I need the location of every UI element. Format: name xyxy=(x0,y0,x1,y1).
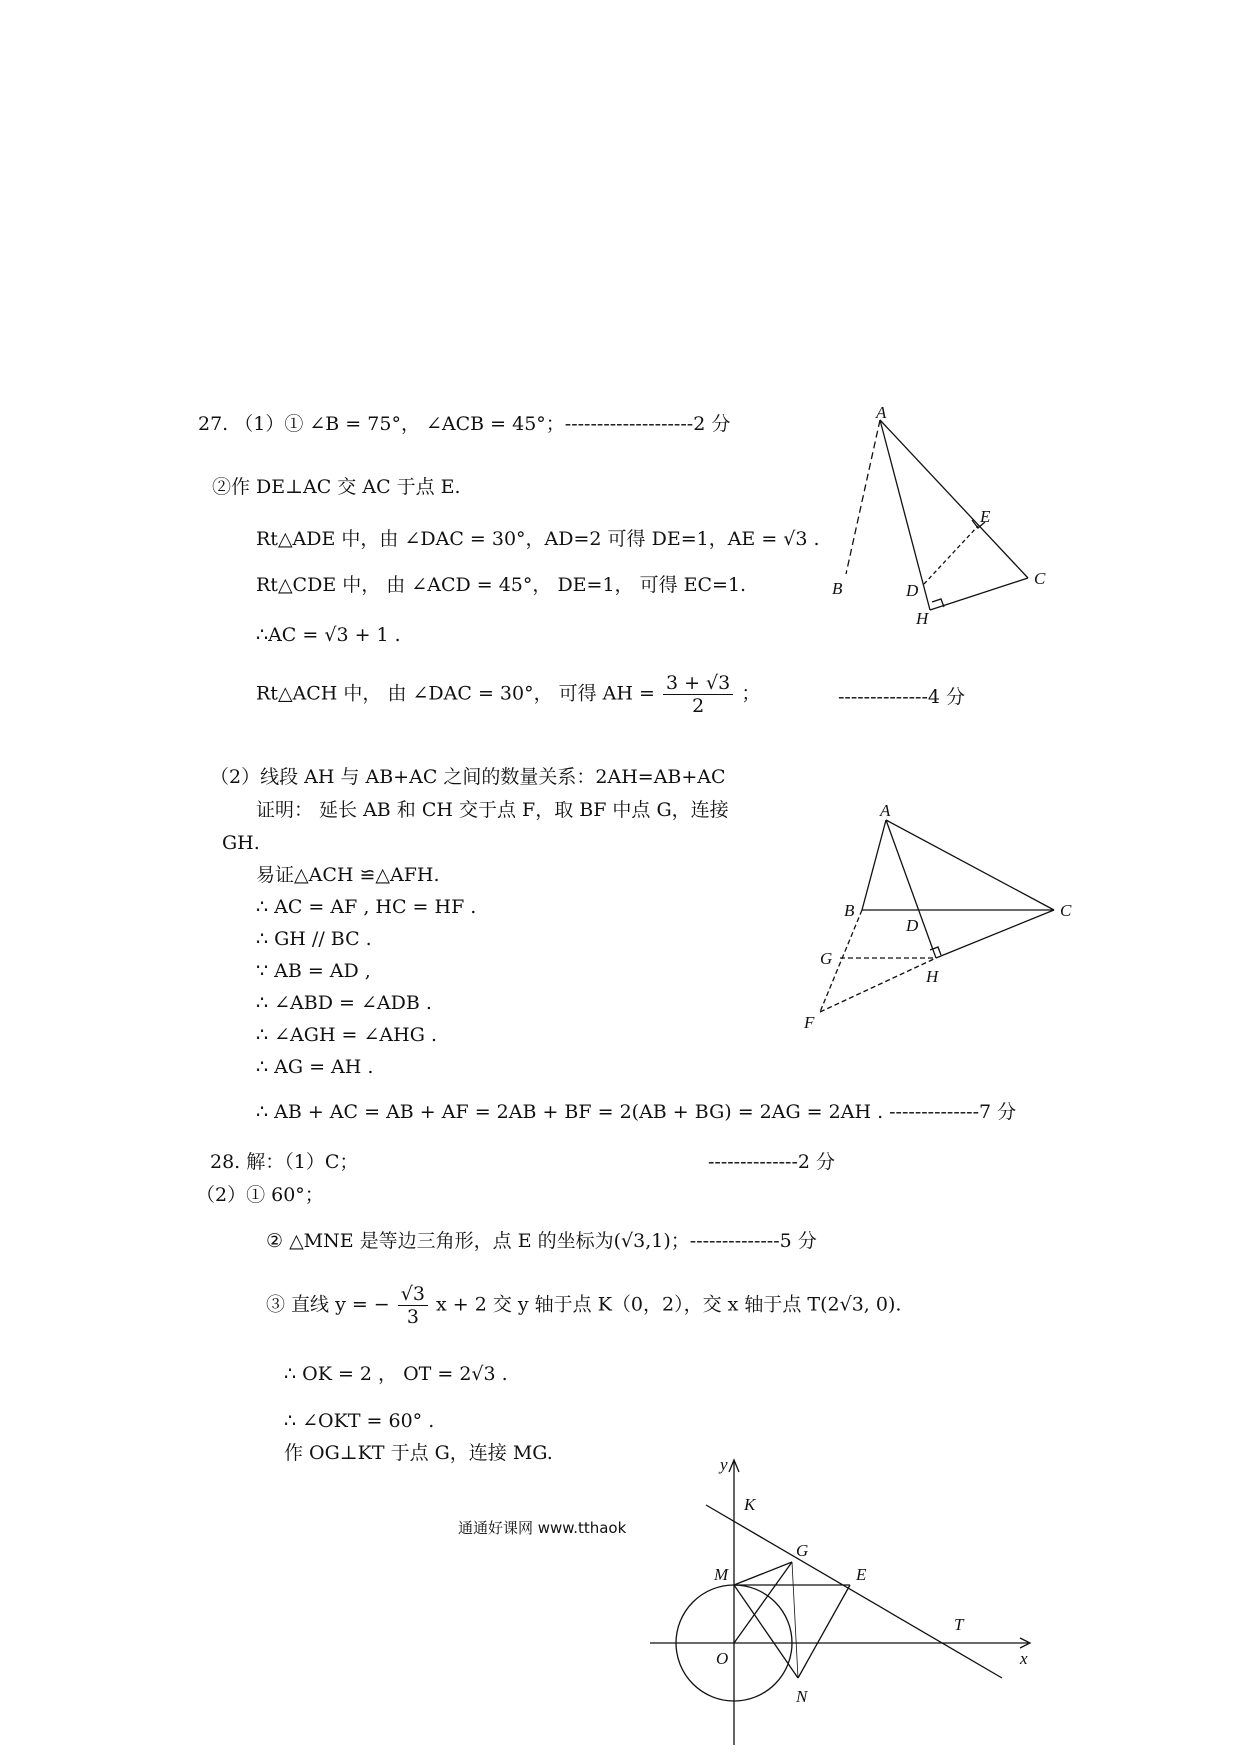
segment-ab xyxy=(846,420,880,574)
segment-ab2 xyxy=(862,820,886,910)
label-y: y xyxy=(720,1455,728,1474)
label-b: B xyxy=(832,579,843,598)
ah-fraction xyxy=(663,672,733,717)
watermark-text: 通通好课网 www.tthaok xyxy=(458,1519,627,1537)
label-c2: C xyxy=(1060,901,1072,920)
q27-part1-score-4: --------------4 分 xyxy=(838,686,966,708)
label-d: D xyxy=(906,581,919,600)
figure-q27-part1 xyxy=(800,400,1080,640)
segment-ne xyxy=(798,1585,850,1678)
label-x: x xyxy=(1020,1649,1028,1668)
q27-part1-line6 xyxy=(256,672,760,717)
slope-fraction-denominator: 3 xyxy=(406,1306,419,1328)
q28-line2: （2）① 60°； xyxy=(196,1184,324,1206)
label-o: O xyxy=(716,1649,729,1668)
line-kt xyxy=(706,1505,1002,1678)
q27-part2-line7: ∵ AB = AD , xyxy=(256,960,371,982)
slope-fraction xyxy=(398,1283,428,1328)
label-e: E xyxy=(980,507,991,526)
segment-hc2 xyxy=(936,910,1054,958)
q27-part1-line3: Rt△ADE 中，由 ∠DAC = 30°，AD=2 可得 DE=1，AE = √3 . xyxy=(256,528,820,550)
label-c: C xyxy=(1034,569,1046,588)
q27-part2-line9: ∴ ∠AGH = ∠AHG . xyxy=(256,1024,437,1046)
q28-score-2: --------------2 分 xyxy=(708,1151,836,1173)
q28-line4-suffix: x + 2 交 y 轴于点 K（0，2），交 x 轴于点 T(2√3, 0). xyxy=(436,1293,902,1316)
ah-fraction-denominator: 2 xyxy=(692,695,705,717)
q27-part2-line10: ∴ AG = AH . xyxy=(256,1056,374,1078)
label-f2: F xyxy=(804,1013,815,1032)
q28-line1: 28. 解：（1）C； xyxy=(210,1151,359,1173)
segment-hc xyxy=(930,578,1028,610)
q28-line7: 作 OG⊥KT 于点 G，连接 MG. xyxy=(284,1442,553,1464)
q27-part2-line5: ∴ AC = AF , HC = HF . xyxy=(256,896,477,918)
q27-part2-line1: （2）线段 AH 与 AB+AC 之间的数量关系：2AH=AB+AC xyxy=(210,766,726,788)
segment-gn xyxy=(792,1562,798,1678)
label-h: H xyxy=(916,609,929,628)
q27-part2-line11: ∴ AB + AC = AB + AF = 2AB + BF = 2(AB + BG) = 2AG = 2AH . --------------7 分 xyxy=(256,1101,1017,1123)
q27-part2-line8: ∴ ∠ABD = ∠ADB . xyxy=(256,992,432,1014)
q27-part2-line4: 易证△ACH ≌△AFH. xyxy=(256,864,440,886)
q28-line3: ② △MNE 是等边三角形，点 E 的坐标为(√3,1)；--------------5 分 xyxy=(266,1230,817,1252)
q27-part1-line1: 27. （1）① ∠B = 75°， ∠ACB = 45°；--------------------2 分 xyxy=(198,413,731,435)
slope-fraction-numerator: √3 xyxy=(398,1283,428,1306)
figure-q27-part2 xyxy=(790,800,1090,1040)
label-h2: H xyxy=(926,967,939,986)
label-k: K xyxy=(744,1495,756,1514)
label-e3: E xyxy=(856,1565,867,1584)
label-a: A xyxy=(876,403,887,422)
q27-part2-line6: ∴ GH // BC . xyxy=(256,928,372,950)
segment-ah2 xyxy=(886,820,936,958)
q27-part1-line6-prefix: Rt△ACH 中， 由 ∠DAC = 30°， 可得 AH = xyxy=(256,682,655,705)
ah-fraction-numerator: 3 + √3 xyxy=(663,672,733,695)
q27-part2-line2: 证明： 延长 AB 和 CH 交于点 F，取 BF 中点 G，连接 xyxy=(256,799,729,821)
segment-fh-dashed xyxy=(820,958,936,1012)
label-d2: D xyxy=(906,916,919,935)
label-a2: A xyxy=(880,801,891,820)
q27-part1-line2: ②作 DE⊥AC 交 AC 于点 E. xyxy=(212,476,461,498)
q27-part1-line5: ∴AC = √3 + 1 . xyxy=(256,624,401,646)
q27-part2-line3: GH. xyxy=(222,832,260,854)
label-g3: G xyxy=(796,1541,809,1560)
segment-ac2 xyxy=(886,820,1054,910)
right-angle-h2 xyxy=(930,947,941,955)
q28-line5: ∴ OK = 2 ， OT = 2√3 . xyxy=(284,1363,508,1385)
segment-de-dashed xyxy=(924,526,978,584)
label-b2: B xyxy=(844,901,855,920)
segment-ac xyxy=(880,420,1028,578)
q28-line4-prefix: ③ 直线 y = − xyxy=(266,1293,390,1316)
segment-ah xyxy=(880,420,930,610)
label-g2: G xyxy=(820,949,833,968)
label-n: N xyxy=(796,1687,808,1706)
q28-line6: ∴ ∠OKT = 60° . xyxy=(284,1410,435,1432)
q28-line4 xyxy=(266,1283,901,1328)
figure-q28 xyxy=(650,1450,1040,1750)
q27-part1-line4: Rt△CDE 中， 由 ∠ACD = 45°， DE=1， 可得 EC=1. xyxy=(256,574,747,596)
label-m: M xyxy=(714,1565,729,1584)
label-t: T xyxy=(954,1615,964,1634)
q27-part1-line6-suffix: ； xyxy=(741,682,761,705)
